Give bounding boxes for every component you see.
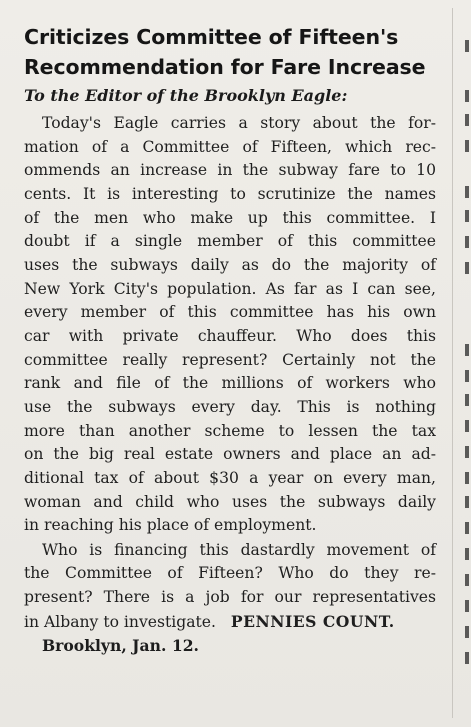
text-fragment [465, 600, 469, 612]
text-fragment [465, 186, 469, 198]
text-fragment [465, 114, 469, 126]
body-line: on the big real estate owners and place an ad- [24, 445, 436, 464]
text-fragment [465, 236, 469, 248]
body-line: rank and file of the millions of workers who [24, 374, 436, 393]
column-rule [452, 8, 453, 718]
text-fragment [465, 420, 469, 432]
text-fragment [465, 370, 469, 382]
body-line: Today's Eagle carries a story about the for- [42, 114, 436, 132]
text-fragment [465, 652, 469, 664]
body-line: more than another scheme to lessen the tax [24, 421, 436, 440]
text-fragment [465, 522, 469, 534]
body-line: present? There is a job for our representatives [24, 588, 436, 607]
body-line: New York City's population. As far as I can see, [24, 279, 436, 298]
text-fragment [465, 446, 469, 458]
salutation: To the Editor of the Brooklyn Eagle: [24, 86, 348, 105]
text-fragment [465, 548, 469, 560]
body-line: use the subways every day. This is nothing [24, 397, 436, 416]
body-line: the Committee of Fifteen? Who do they re- [24, 564, 436, 583]
adjacent-column-fragments [459, 0, 471, 727]
text-fragment [465, 262, 469, 274]
body-line: car with private chauffeur. Who does this [24, 326, 436, 345]
signature: PENNIES COUNT. [230, 611, 395, 631]
body-line: uses the subways daily as do the majority of [24, 255, 436, 274]
body-line: cents. It is interesting to scrutinize the names [24, 184, 436, 203]
text-fragment [465, 140, 469, 152]
text-fragment [465, 90, 469, 102]
headline-line: Criticizes Committee of Fifteen's [24, 25, 399, 49]
body-line: every member of this committee has his own [24, 303, 436, 322]
body-line: ommends an increase in the subway fare to 10 [24, 161, 436, 180]
body-line: ditional tax of about $30 a year on every man, [24, 468, 436, 487]
text-fragment [465, 472, 469, 484]
letter-to-editor [24, 22, 436, 658]
body-line: of the men who make up this committee. I [24, 208, 436, 227]
text-fragment [465, 40, 469, 52]
body-line: mation of a Committee of Fifteen, which rec- [24, 137, 436, 156]
text-fragment [465, 496, 469, 508]
headline [24, 22, 436, 82]
body-line-with-signature [24, 610, 436, 635]
body-text: in Albany to investigate. [24, 612, 216, 631]
paragraph-1 [24, 112, 436, 538]
body-line: woman and child who uses the subways daily [24, 492, 436, 511]
text-fragment [465, 626, 469, 638]
body-line: committee really represent? Certainly not the [24, 350, 436, 369]
body-line: Who is financing this dastardly movement of [42, 540, 436, 559]
text-fragment [465, 210, 469, 222]
text-fragment [465, 574, 469, 586]
dateline: Brooklyn, Jan. 12. [42, 636, 199, 656]
body-line: doubt if a single member of this committee [24, 232, 436, 251]
headline-line: Recommendation for Fare Increase [24, 55, 426, 79]
body-line: in reaching his place of employment. [24, 516, 317, 535]
text-fragment [465, 344, 469, 356]
paragraph-2 [24, 539, 436, 635]
text-fragment [465, 394, 469, 406]
